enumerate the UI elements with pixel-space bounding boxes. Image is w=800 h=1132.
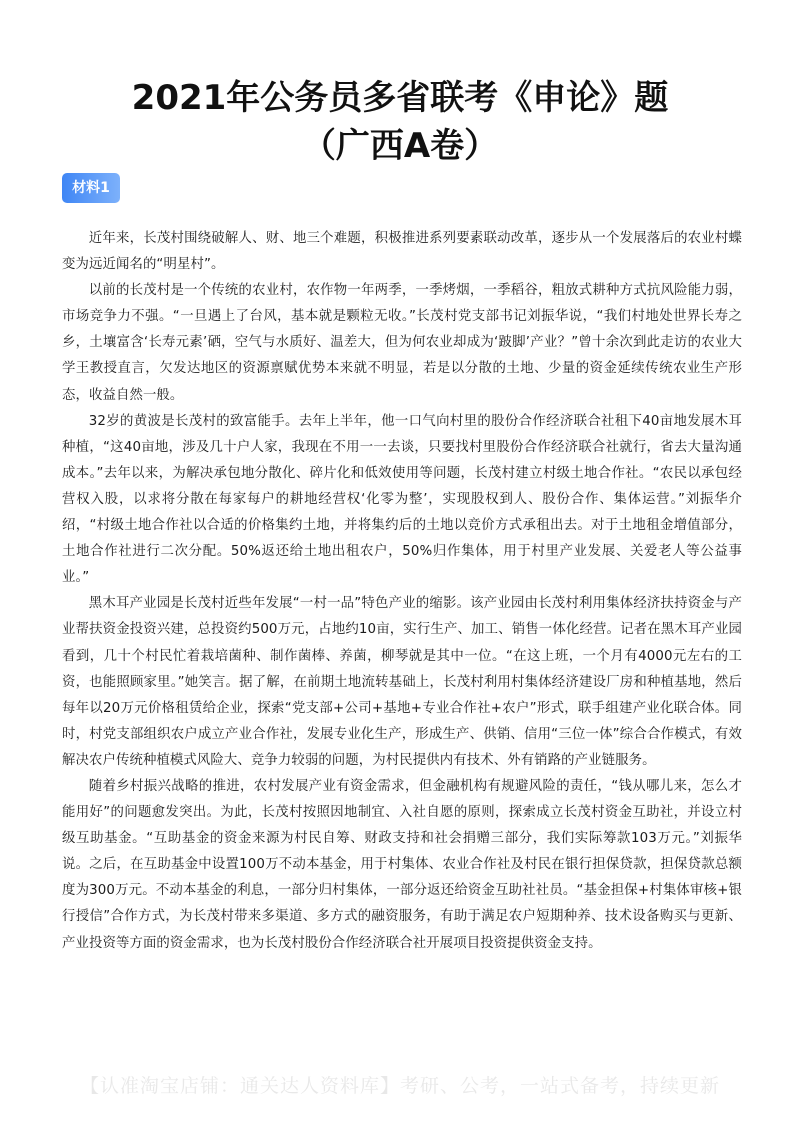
footer-watermark: 【认准淘宝店铺：通关达人资料库】考研、公考，一站式备考，持续更新	[79, 1075, 720, 1097]
material-body	[62, 226, 742, 957]
paragraph-2: 以前的长茂村是一个传统的农业村，农作物一年两季，一季烤烟，一季稻谷，粗放式耕种方式抗风险能力弱，市场竞争力不强。“一旦遇上了台风，基本就是颗粒无收。”长茂村党支部书记刘振华说，“我们村地处世界长寿之乡，土壤富含‘长寿元素’硒，空气与水质好、温差大，但为何农业却成为‘跛脚’产业？”曾十余次到此走访的农业大学王教授直言，欠发达地区的资源禀赋优势本来就不明显，若是以分散的土地、少量的资金延续传统农业生产形态，收益自然一般。	[62, 283, 742, 403]
title-line-1: 2021年公务员多省联考《申论》题	[131, 78, 669, 118]
paragraph-4: 黑木耳产业园是长茂村近些年发展“一村一品”特色产业的缩影。该产业园由长茂村利用集体经济扶持资金与产业帮扶资金投资兴建，总投资约500万元，占地约10亩，实行生产、加工、销售一体化经营。记者在黑木耳产业园看到，几十个村民忙着栽培菌种、制作菌棒、养菌，柳琴就是其中一位。“在这上班，一个月有4000元左右的工资，也能照顾家里。”她笑言。据了解，在前期土地流转基础上，长茂村利用村集体经济建设厂房和种植基地，然后每年以20万元价格租赁给企业，探索“党支部+公司+基地+专业合作社+农户”形式，联手组建产业化联合体。同时，村党支部组织农户成立产业合作社，发展专业化生产，形成生产、供销、信用“三位一体”综合合作模式，有效解决农户传统种植模式风险大、竞争力较弱的问题，为村民提供内有技术、外有销路的产业链服务。	[62, 596, 742, 768]
page-title	[0, 74, 800, 170]
paragraph-3: 32岁的黄波是长茂村的致富能手。去年上半年，他一口气向村里的股份合作经济联合社租下40亩地发展木耳种植，“这40亩地，涉及几十户人家，我现在不用一一去谈，只要找村里股份合作经济联合社就行，省去大量沟通成本。”去年以来，为解决承包地分散化、碎片化和低效使用等问题，长茂村建立村级土地合作社。“农民以承包经营权入股，以求将分散在每家每户的耕地经营权‘化零为整’，实现股权到人、股份合作、集体运营。”刘振华介绍，“村级土地合作社以合适的价格集约土地，并将集约后的土地以竞价方式承租出去。对于土地租金增值部分，土地合作社进行二次分配。50%返还给土地出租农户，50%归作集体，用于村里产业发展、关爱老人等公益事业。”	[62, 413, 742, 586]
title-line-2: （广西A卷）	[301, 126, 499, 166]
paragraph-5: 随着乡村振兴战略的推进，农村发展产业有资金需求，但金融机构有规避风险的责任，“钱从哪儿来，怎么才能用好”的问题愈发突出。为此，长茂村按照因地制宜、入社自愿的原则，探索成立长茂村资金互助社，并设立村级互助基金。“互助基金的资金来源为村民自筹、财政支持和社会捐赠三部分，我们实际筹款103万元。”刘振华说。之后，在互助基金中设置100万不动本基金，用于村集体、农业合作社及村民在银行担保贷款，担保贷款总额度为300万元。不动本基金的利息，一部分归村集体，一部分返还给资金互助社社员。“基金担保+村集体审核+银行授信”合作方式，为长茂村带来多渠道、多方式的融资服务，有助于满足农户短期种养、技术设备购买与更新、产业投资等方面的资金需求，也为长茂村股份合作经济联合社开展项目投资提供资金支持。	[62, 778, 742, 951]
section-badge: 材料1	[62, 173, 120, 203]
paragraph-1: 近年来，长茂村围绕破解人、财、地三个难题，积极推进系列要素联动改革，逐步从一个发展落后的农业村蝶变为远近闻名的“明星村”。	[62, 231, 742, 273]
